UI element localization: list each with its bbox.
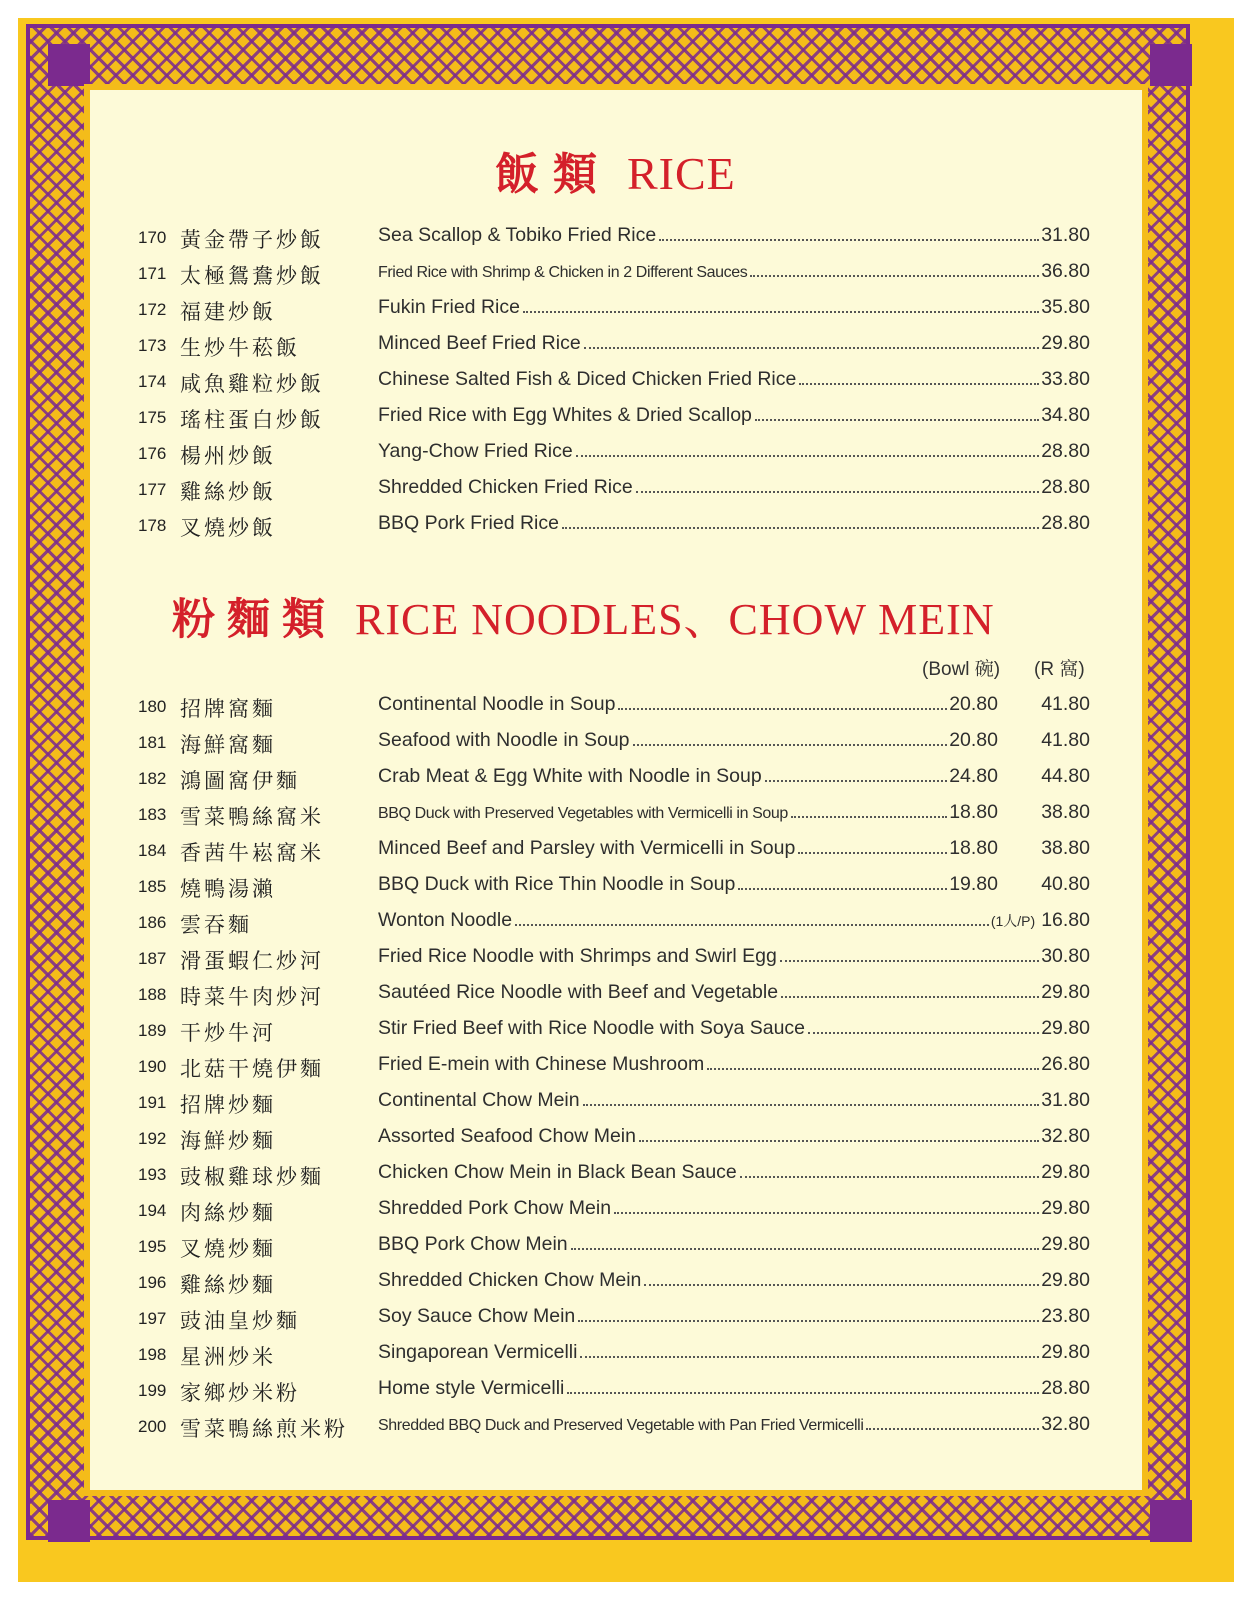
item-description bbox=[378, 1305, 1090, 1328]
dot-leader bbox=[578, 1320, 1039, 1322]
dot-leader bbox=[580, 1356, 1039, 1358]
rice-heading-zh: 飯類 bbox=[495, 150, 611, 199]
dot-leader bbox=[808, 1032, 1039, 1034]
item-price-large: 44.80 bbox=[1041, 765, 1090, 787]
menu-item-row bbox=[138, 1340, 1090, 1370]
item-number: 190 bbox=[138, 1057, 167, 1076]
menu-item-row bbox=[138, 511, 1090, 541]
item-name-chinese: 星洲炒米 bbox=[180, 1345, 276, 1369]
item-name-english: Singaporean Vermicelli bbox=[378, 1341, 578, 1363]
item-number: 188 bbox=[138, 985, 167, 1004]
item-price: 32.80 bbox=[1041, 1125, 1090, 1147]
dot-leader bbox=[636, 491, 1039, 493]
r-column-header: (R 窩) bbox=[1034, 659, 1085, 680]
dot-leader bbox=[571, 1248, 1040, 1250]
item-description bbox=[378, 1341, 1090, 1364]
item-description bbox=[378, 404, 1090, 427]
item-name-chinese: 家鄉炒米粉 bbox=[180, 1381, 300, 1405]
rice-heading bbox=[495, 138, 736, 202]
dot-leader bbox=[755, 419, 1039, 421]
item-name-english: Sautéed Rice Noodle with Beef and Vegetable bbox=[378, 981, 779, 1003]
item-description bbox=[378, 1125, 1090, 1148]
item-name-english: BBQ Duck with Rice Thin Noodle in Soup bbox=[378, 873, 736, 895]
item-number: 196 bbox=[138, 1273, 167, 1292]
item-name-english: BBQ Pork Chow Mein bbox=[378, 1233, 568, 1255]
item-number: 171 bbox=[138, 264, 167, 283]
item-number: 178 bbox=[138, 516, 167, 535]
item-name-chinese: 楊州炒飯 bbox=[180, 444, 276, 468]
menu-item-row bbox=[138, 1412, 1090, 1442]
item-name-english: Yang-Chow Fried Rice bbox=[378, 440, 573, 462]
item-number: 185 bbox=[138, 877, 167, 896]
dot-leader bbox=[750, 275, 1039, 277]
item-name-english: Home style Vermicelli bbox=[378, 1377, 565, 1399]
item-name-english: Stir Fried Beef with Rice Noodle with Soya Sauce bbox=[378, 1017, 806, 1039]
item-name-chinese: 雞絲炒飯 bbox=[180, 480, 276, 504]
item-number: 180 bbox=[138, 697, 167, 716]
menu-item-row bbox=[138, 403, 1090, 433]
dot-leader bbox=[740, 1176, 1039, 1178]
noodles-heading bbox=[172, 583, 995, 647]
menu-item-row bbox=[138, 223, 1090, 253]
menu-item-row bbox=[138, 1232, 1090, 1262]
item-name-chinese: 雲吞麵 bbox=[180, 913, 252, 937]
item-number: 175 bbox=[138, 408, 167, 427]
corner-ornament bbox=[1150, 44, 1192, 86]
item-name-chinese: 招牌窩麵 bbox=[180, 697, 276, 721]
menu-item-row bbox=[138, 259, 1090, 289]
item-price: 16.80 bbox=[1041, 909, 1090, 931]
item-price: 20.80 bbox=[949, 729, 998, 751]
menu-item-row bbox=[138, 439, 1090, 469]
bowl-column-header: (Bowl 碗) bbox=[922, 659, 1001, 680]
item-price-large: 41.80 bbox=[1041, 693, 1090, 715]
menu-item-row bbox=[138, 1052, 1090, 1082]
item-price: 28.80 bbox=[1041, 440, 1090, 462]
item-price-large: 41.80 bbox=[1041, 729, 1090, 751]
item-price: 30.80 bbox=[1041, 945, 1090, 967]
item-description bbox=[378, 1053, 1090, 1076]
menu-item-row bbox=[138, 1196, 1090, 1226]
item-name-chinese: 北菇干燒伊麵 bbox=[180, 1057, 324, 1081]
corner-ornament bbox=[48, 44, 90, 86]
item-name-chinese: 招牌炒麵 bbox=[180, 1093, 276, 1117]
item-price: 33.80 bbox=[1041, 368, 1090, 390]
item-name-english: Continental Chow Mein bbox=[378, 1089, 580, 1111]
dot-leader bbox=[798, 852, 947, 854]
menu-item-row bbox=[138, 1124, 1090, 1154]
item-name-english: Wonton Noodle bbox=[378, 909, 513, 931]
item-name-english: Chicken Chow Mein in Black Bean Sauce bbox=[378, 1161, 737, 1183]
item-name-english: Seafood with Noodle in Soup bbox=[378, 729, 630, 751]
dot-leader bbox=[738, 888, 947, 890]
item-description bbox=[378, 837, 1090, 860]
item-name-english: Sea Scallop & Tobiko Fried Rice bbox=[378, 224, 657, 246]
item-price: 31.80 bbox=[1041, 224, 1090, 246]
item-name-chinese: 太極鴛鴦炒飯 bbox=[180, 264, 324, 288]
item-price: 18.80 bbox=[949, 837, 998, 859]
menu-item-row bbox=[138, 800, 1090, 830]
item-name-chinese: 燒鴨湯瀨 bbox=[180, 877, 276, 901]
item-number: 172 bbox=[138, 300, 167, 319]
dot-leader bbox=[562, 527, 1039, 529]
menu-item-row bbox=[138, 367, 1090, 397]
item-price: 29.80 bbox=[1041, 981, 1090, 1003]
dot-leader bbox=[515, 924, 989, 926]
item-description bbox=[378, 1413, 1090, 1436]
item-price: 32.80 bbox=[1041, 1413, 1090, 1435]
item-price: 28.80 bbox=[1041, 512, 1090, 534]
item-portion-note: (1人/P) bbox=[990, 913, 1036, 929]
item-price: 18.80 bbox=[949, 801, 998, 823]
item-price: 28.80 bbox=[1041, 1377, 1090, 1399]
item-name-chinese: 咸魚雞粒炒飯 bbox=[180, 372, 324, 396]
noodles-heading-zh: 粉麵類 bbox=[172, 597, 337, 644]
item-description bbox=[378, 909, 1090, 932]
item-description bbox=[378, 765, 1090, 788]
menu-item-row bbox=[138, 1268, 1090, 1298]
item-name-chinese: 時菜牛肉炒河 bbox=[180, 985, 324, 1009]
item-number: 187 bbox=[138, 949, 167, 968]
item-name-english: Minced Beef Fried Rice bbox=[378, 332, 581, 354]
menu-item-row bbox=[138, 1088, 1090, 1118]
item-description bbox=[378, 1197, 1090, 1220]
item-number: 193 bbox=[138, 1165, 167, 1184]
item-name-chinese: 叉燒炒飯 bbox=[180, 516, 276, 540]
dot-leader bbox=[633, 744, 948, 746]
item-name-english: Assorted Seafood Chow Mein bbox=[378, 1125, 636, 1147]
item-price: 20.80 bbox=[949, 693, 998, 715]
dot-leader bbox=[791, 816, 947, 818]
item-name-chinese: 海鮮窩麵 bbox=[180, 733, 276, 757]
dot-leader bbox=[618, 708, 947, 710]
menu-item-row bbox=[138, 475, 1090, 505]
item-price: 19.80 bbox=[949, 873, 998, 895]
item-description bbox=[378, 1161, 1090, 1184]
item-name-english: BBQ Duck with Preserved Vegetables with Vermicelli in Soup bbox=[378, 805, 788, 822]
dot-leader bbox=[584, 347, 1040, 349]
dot-leader bbox=[781, 996, 1039, 998]
item-description bbox=[378, 945, 1090, 968]
item-name-chinese: 生炒牛菘飯 bbox=[180, 336, 300, 360]
item-number: 173 bbox=[138, 336, 167, 355]
item-price: 26.80 bbox=[1041, 1053, 1090, 1075]
corner-ornament bbox=[48, 1500, 90, 1542]
item-price: 34.80 bbox=[1041, 404, 1090, 426]
dot-leader bbox=[659, 239, 1039, 241]
dot-leader bbox=[523, 311, 1039, 313]
item-number: 174 bbox=[138, 372, 167, 391]
item-name-chinese: 肉絲炒麵 bbox=[180, 1201, 276, 1225]
item-number: 177 bbox=[138, 480, 167, 499]
item-price: 29.80 bbox=[1041, 1197, 1090, 1219]
item-number: 176 bbox=[138, 444, 167, 463]
item-description bbox=[378, 1233, 1090, 1256]
dot-leader bbox=[799, 383, 1039, 385]
item-description bbox=[378, 368, 1090, 391]
item-name-chinese: 叉燒炒麵 bbox=[180, 1237, 276, 1261]
item-number: 170 bbox=[138, 228, 167, 247]
item-price: 29.80 bbox=[1041, 1233, 1090, 1255]
dot-leader bbox=[639, 1140, 1039, 1142]
item-description bbox=[378, 729, 1090, 752]
item-description bbox=[378, 1017, 1090, 1040]
item-description bbox=[378, 260, 1090, 283]
menu-item-row bbox=[138, 692, 1090, 722]
item-name-chinese: 雪菜鴨絲窩米 bbox=[180, 805, 324, 829]
item-name-english: Fried E-mein with Chinese Mushroom bbox=[378, 1053, 705, 1075]
item-number: 197 bbox=[138, 1309, 167, 1328]
item-price: 28.80 bbox=[1041, 476, 1090, 498]
item-description bbox=[378, 1269, 1090, 1292]
item-price: 29.80 bbox=[1041, 1161, 1090, 1183]
item-name-english: Shredded Pork Chow Mein bbox=[378, 1197, 612, 1219]
item-description bbox=[378, 981, 1090, 1004]
dot-leader bbox=[765, 780, 947, 782]
item-name-english: BBQ Pork Fried Rice bbox=[378, 512, 559, 534]
menu-item-row bbox=[138, 728, 1090, 758]
menu-item-row bbox=[138, 331, 1090, 361]
item-name-english: Shredded Chicken Chow Mein bbox=[378, 1269, 642, 1291]
item-price: 36.80 bbox=[1041, 260, 1090, 282]
item-name-english: Fried Rice with Egg Whites & Dried Scallop bbox=[378, 404, 752, 426]
item-name-chinese: 豉椒雞球炒麵 bbox=[180, 1165, 324, 1189]
rice-heading-en: RICE bbox=[627, 148, 736, 199]
item-name-chinese: 香茜牛崧窩米 bbox=[180, 841, 324, 865]
item-price: 29.80 bbox=[1041, 1341, 1090, 1363]
corner-ornament bbox=[1150, 1500, 1192, 1542]
dot-leader bbox=[780, 960, 1039, 962]
item-name-english: Soy Sauce Chow Mein bbox=[378, 1305, 576, 1327]
item-name-chinese: 海鮮炒麵 bbox=[180, 1129, 276, 1153]
menu-item-row bbox=[138, 1016, 1090, 1046]
item-price: 29.80 bbox=[1041, 1017, 1090, 1039]
item-name-english: Fried Rice Noodle with Shrimps and Swirl Egg bbox=[378, 945, 777, 967]
item-price: 31.80 bbox=[1041, 1089, 1090, 1111]
dot-leader bbox=[866, 1428, 1039, 1430]
item-name-english: Minced Beef and Parsley with Vermicelli in Soup bbox=[378, 837, 796, 859]
item-description bbox=[378, 440, 1090, 463]
item-description bbox=[378, 873, 1090, 896]
item-name-english: Continental Noodle in Soup bbox=[378, 693, 616, 715]
item-number: 191 bbox=[138, 1093, 167, 1112]
item-description bbox=[378, 801, 1090, 824]
dot-leader bbox=[567, 1392, 1039, 1394]
item-name-chinese: 雞絲炒麵 bbox=[180, 1273, 276, 1297]
item-description bbox=[378, 1377, 1090, 1400]
item-name-english: Crab Meat & Egg White with Noodle in Soup bbox=[378, 765, 762, 787]
menu-item-row bbox=[138, 764, 1090, 794]
item-name-chinese: 滑蛋蝦仁炒河 bbox=[180, 949, 324, 973]
item-description bbox=[378, 476, 1090, 499]
menu-item-row bbox=[138, 295, 1090, 325]
item-number: 186 bbox=[138, 913, 167, 932]
item-name-chinese: 黃金帶子炒飯 bbox=[180, 228, 324, 252]
item-price-large: 38.80 bbox=[1041, 801, 1090, 823]
item-number: 181 bbox=[138, 733, 167, 752]
item-price-large: 40.80 bbox=[1041, 873, 1090, 895]
item-description bbox=[378, 332, 1090, 355]
dot-leader bbox=[614, 1212, 1039, 1214]
item-description bbox=[378, 1089, 1090, 1112]
item-name-chinese: 鴻圖窩伊麵 bbox=[180, 769, 300, 793]
item-name-chinese: 福建炒飯 bbox=[180, 300, 276, 324]
menu-item-row bbox=[138, 944, 1090, 974]
menu-item-row bbox=[138, 872, 1090, 902]
menu-item-row bbox=[138, 836, 1090, 866]
item-description bbox=[378, 693, 1090, 716]
item-name-english: Shredded Chicken Fried Rice bbox=[378, 476, 633, 498]
item-name-chinese: 雪菜鴨絲煎米粉 bbox=[180, 1417, 348, 1441]
noodles-heading-en: RICE NOODLES、CHOW MEIN bbox=[355, 595, 995, 644]
item-name-english: Fukin Fried Rice bbox=[378, 296, 520, 318]
item-number: 198 bbox=[138, 1345, 167, 1364]
item-name-english: Chinese Salted Fish & Diced Chicken Fried Rice bbox=[378, 368, 797, 390]
item-number: 195 bbox=[138, 1237, 167, 1256]
item-price: 24.80 bbox=[949, 765, 998, 787]
item-price-large: 38.80 bbox=[1041, 837, 1090, 859]
menu-item-row bbox=[138, 1376, 1090, 1406]
item-number: 184 bbox=[138, 841, 167, 860]
menu-item-row bbox=[138, 1304, 1090, 1334]
menu-item-row bbox=[138, 908, 1090, 938]
dot-leader bbox=[644, 1284, 1039, 1286]
item-description bbox=[378, 296, 1090, 319]
item-number: 200 bbox=[138, 1417, 167, 1436]
item-number: 183 bbox=[138, 805, 167, 824]
item-description bbox=[378, 224, 1090, 247]
item-number: 194 bbox=[138, 1201, 167, 1220]
item-number: 189 bbox=[138, 1021, 167, 1040]
item-number: 199 bbox=[138, 1381, 167, 1400]
item-name-english: Shredded BBQ Duck and Preserved Vegetable with Pan Fried Vermicelli bbox=[378, 1417, 864, 1434]
item-number: 192 bbox=[138, 1129, 167, 1148]
item-name-chinese: 豉油皇炒麵 bbox=[180, 1309, 300, 1333]
item-name-chinese: 瑤柱蛋白炒飯 bbox=[180, 408, 324, 432]
item-number: 182 bbox=[138, 769, 167, 788]
dot-leader bbox=[707, 1068, 1039, 1070]
item-price: 23.80 bbox=[1041, 1305, 1090, 1327]
item-price: 29.80 bbox=[1041, 332, 1090, 354]
menu-item-row bbox=[138, 980, 1090, 1010]
dot-leader bbox=[576, 455, 1039, 457]
item-price: 35.80 bbox=[1041, 296, 1090, 318]
item-name-chinese: 干炒牛河 bbox=[180, 1021, 276, 1045]
item-price: 29.80 bbox=[1041, 1269, 1090, 1291]
dot-leader bbox=[583, 1104, 1040, 1106]
item-name-english: Fried Rice with Shrimp & Chicken in 2 Different Sauces bbox=[378, 264, 748, 281]
menu-item-row bbox=[138, 1160, 1090, 1190]
item-description bbox=[378, 512, 1090, 535]
